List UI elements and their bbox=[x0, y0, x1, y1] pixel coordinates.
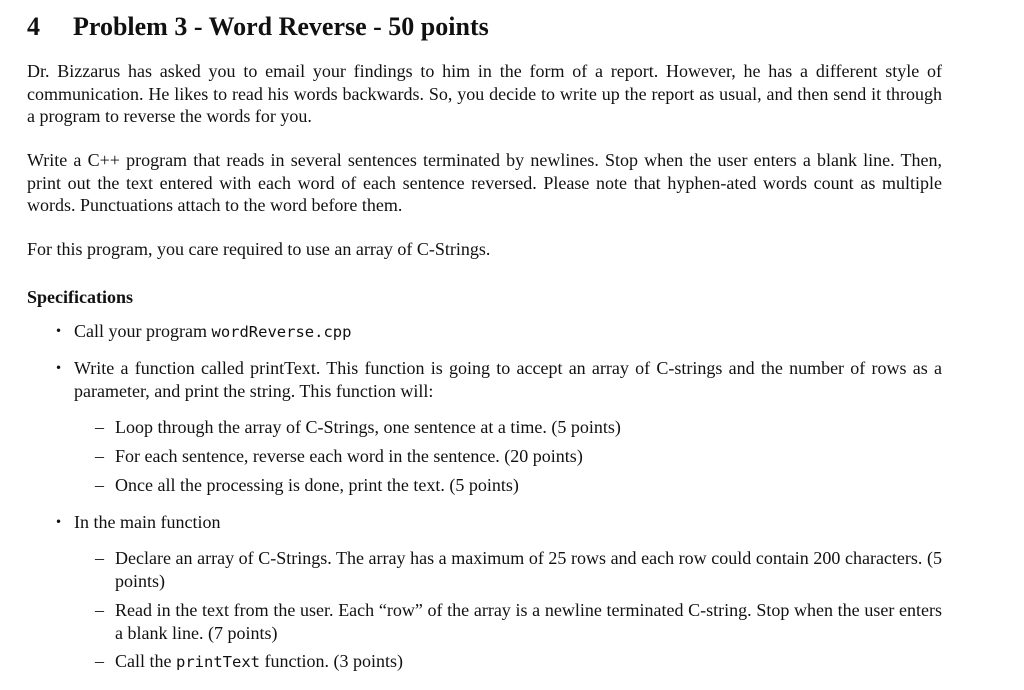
spec-item-print-function: Write a function called printText. This function is going to accept an array of C-strings and the number of rows as a parameter, and print the string. This function will: bbox=[74, 358, 942, 401]
file-name-code: wordReverse.cpp bbox=[211, 323, 352, 341]
dash-marker: – bbox=[95, 475, 104, 495]
spec-item-text: Call your program bbox=[74, 321, 212, 341]
sub-item: Declare an array of C-Strings. The array has a maximum of 25 rows and each row could contain 200 characters. (5 points) bbox=[115, 548, 942, 591]
bullet-marker: • bbox=[55, 515, 63, 529]
dash-marker: – bbox=[95, 446, 104, 466]
bullet-marker: • bbox=[55, 361, 63, 375]
section-number: 4 bbox=[27, 12, 40, 41]
intro-paragraph: Dr. Bizzarus has asked you to email your findings to him in the form of a report. However, he has a different style of communication. He likes to read his words backwards. So, you decide to write up the report as usual, and then send it through a program to reverse the words for you. bbox=[27, 61, 942, 126]
sub-item-prefix: Call the bbox=[115, 651, 176, 671]
spec-item-main-function: In the main function bbox=[74, 512, 221, 532]
spec-item-program-name bbox=[74, 320, 942, 344]
sub-item-suffix: function. (3 points) bbox=[260, 651, 403, 671]
specifications-heading: Specifications bbox=[27, 287, 133, 307]
section-title: Problem 3 - Word Reverse - 50 points bbox=[73, 12, 489, 41]
sub-item: Loop through the array of C-Strings, one sentence at a time. (5 points) bbox=[115, 417, 621, 437]
dash-marker: – bbox=[95, 651, 104, 671]
section-heading bbox=[27, 10, 489, 44]
requirement-paragraph: For this program, you care required to use an array of C-Strings. bbox=[27, 239, 491, 259]
function-name-code: printText bbox=[176, 653, 260, 671]
bullet-marker: • bbox=[55, 324, 63, 338]
dash-marker: – bbox=[95, 600, 104, 620]
sub-item: For each sentence, reverse each word in the sentence. (20 points) bbox=[115, 446, 583, 466]
sub-item: Once all the processing is done, print the text. (5 points) bbox=[115, 475, 519, 495]
task-paragraph: Write a C++ program that reads in several sentences terminated by newlines. Stop when the user enters a blank line. Then, print out the text entered with each word of each sentence reversed. Please note that hyphen-ated words count as multiple words. Punctuations attach to the word before them. bbox=[27, 150, 942, 215]
dash-marker: – bbox=[95, 417, 104, 437]
sub-item-call-print bbox=[115, 650, 942, 674]
sub-item: Read in the text from the user. Each “row” of the array is a newline terminated C-string. Stop when the user enters a blank line. (7 points) bbox=[115, 600, 942, 643]
dash-marker: – bbox=[95, 548, 104, 568]
